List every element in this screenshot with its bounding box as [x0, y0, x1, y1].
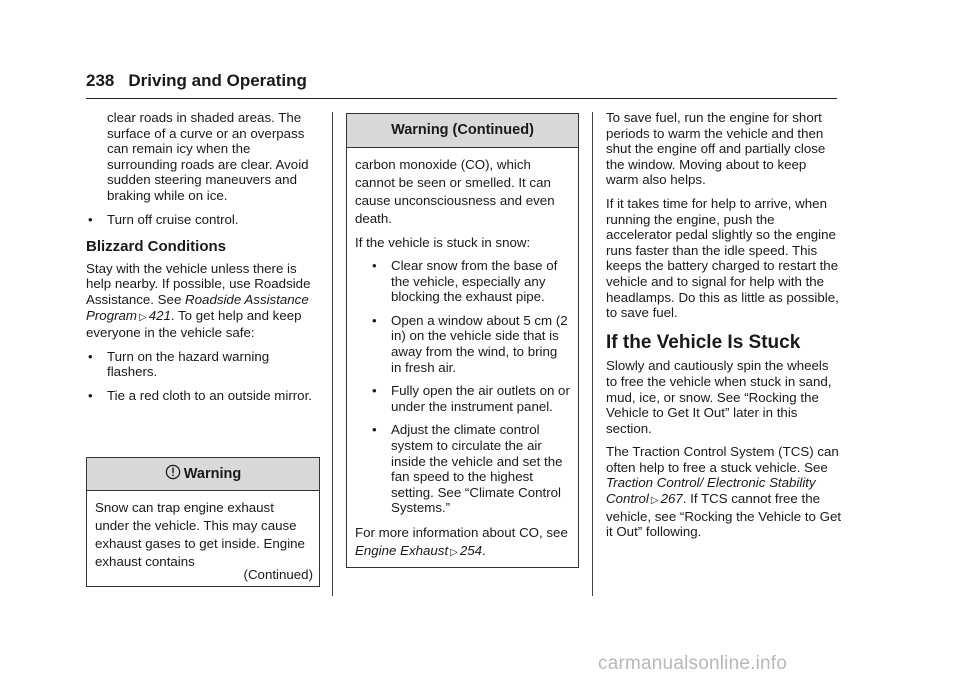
page-header [86, 71, 307, 91]
warning-paragraph: carbon monoxide (CO), which cannot be seen or smelled. It can cause unconsciousness and even death. [355, 157, 555, 226]
column-left [86, 110, 322, 412]
page-number: 238 [86, 71, 115, 90]
bullet-icon: • [372, 258, 377, 273]
list-item [355, 383, 570, 414]
bullet-icon: • [372, 383, 377, 399]
engine-exhaust-link[interactable]: Engine Exhaust [355, 542, 449, 558]
list-item-text: Turn off cruise control. [107, 211, 239, 227]
page-ref-icon: ▷ [450, 546, 458, 558]
bullet-icon: • [372, 422, 377, 438]
bullet-icon: • [372, 312, 377, 328]
column-divider [592, 112, 593, 596]
header-rule [86, 98, 837, 99]
list-item-text: Clear snow from the base of the vehicle, especially any blocking the exhaust pipe. [391, 258, 558, 305]
tcs-paragraph [606, 444, 842, 540]
list-item-text: Open a window about 5 cm (2 in) on the vehicle side that is away from the wind, to bring in fresh air. [391, 312, 568, 375]
paragraph-text: . To get help and keep everyone in the vehicle safe: [86, 307, 302, 341]
warning-continued-box [346, 113, 579, 568]
paragraph-text: Stay with the vehicle unless there is help nearby. If possible, use Roadside Assistance. See [86, 260, 311, 307]
warning-paragraph: If the vehicle is stuck in snow: [355, 235, 531, 250]
list-item-text: Adjust the climate control system to circulate the air inside the vehicle and set the fan speed to the highest setting. See “Climate Control Systems.” [391, 422, 563, 516]
continued-label: (Continued) [243, 567, 313, 582]
list-item [86, 212, 322, 228]
warning-header [87, 458, 319, 491]
roadside-assistance-link[interactable]: Roadside Assistance Program [86, 291, 309, 323]
page-reference[interactable]: 254 [459, 542, 483, 558]
warning-body: Snow can trap engine exhaust under the vehicle. This may cause exhaust gases to get inside. Engine exhaust contains [95, 500, 305, 569]
help-paragraph: If it takes time for help to arrive, when running the engine, push the accelerator pedal slightly so the engine runs faster than the idle speed. This keeps the battery charged to restart the vehicle and to signal for help with the headlamps. Do this as little as possible, to save fuel. [606, 195, 839, 321]
heading-vehicle-stuck: If the Vehicle Is Stuck [606, 331, 801, 353]
page-ref-icon: ▷ [650, 495, 659, 507]
warning-box [86, 457, 320, 587]
watermark: carmanualsonline.info [598, 653, 788, 674]
page-reference[interactable]: 267 [660, 491, 683, 507]
warning-title: Warning [183, 466, 242, 482]
list-item [86, 388, 322, 404]
paragraph-text: The Traction Control System (TCS) can often help to free a stuck vehicle. See [606, 444, 839, 475]
page-ref-icon: ▷ [139, 311, 147, 323]
column-divider [332, 112, 333, 596]
list-item [355, 258, 570, 305]
list-item [355, 313, 570, 375]
list-item [86, 349, 322, 380]
warning-continued-body [347, 148, 578, 562]
spin-paragraph: Slowly and cautiously spin the wheels to free the vehicle when stuck in sand, mud, ice, or snow. See “Rocking the Vehicle to Get It Out” later in this section. [606, 358, 832, 436]
paragraph-text: . [482, 542, 486, 558]
bullet-icon: • [88, 211, 93, 227]
list-item-text: Turn on the hazard warning flashers. [107, 348, 270, 380]
list-item-text: Fully open the air outlets on or under the instrument panel. [391, 383, 570, 414]
heading-blizzard-conditions: Blizzard Conditions [86, 238, 226, 256]
bullet-icon: • [88, 387, 93, 403]
warning-icon [165, 464, 181, 480]
bullet-icon: • [88, 348, 93, 364]
blizzard-paragraph [86, 261, 322, 341]
list-item [355, 422, 570, 516]
page-reference[interactable]: 421 [148, 307, 171, 323]
list-item-text: Tie a red cloth to an outside mirror. [107, 387, 312, 403]
warning-paragraph [355, 524, 570, 562]
paragraph-text: For more information about CO, see [355, 524, 568, 540]
column-right [606, 110, 842, 548]
warning-continued-header: Warning (Continued) [347, 114, 578, 148]
continued-paragraph: clear roads in shaded areas. The surface of a curve or an overpass can remain icy when the surrounding roads are clear. Avoid sudden steering maneuvers and braking while on ice. [107, 110, 309, 203]
fuel-paragraph: To save fuel, run the engine for short periods to warm the vehicle and then shut the engine off and partially close the window. Moving about to keep warm also helps. [606, 110, 826, 188]
traction-control-link[interactable]: Traction Control/ Electronic Stability Control [606, 475, 816, 507]
paragraph-text: . If TCS cannot free the vehicle, see “Rocking the Vehicle to Get it Out” following. [606, 491, 842, 540]
section-title: Driving and Operating [128, 71, 307, 90]
